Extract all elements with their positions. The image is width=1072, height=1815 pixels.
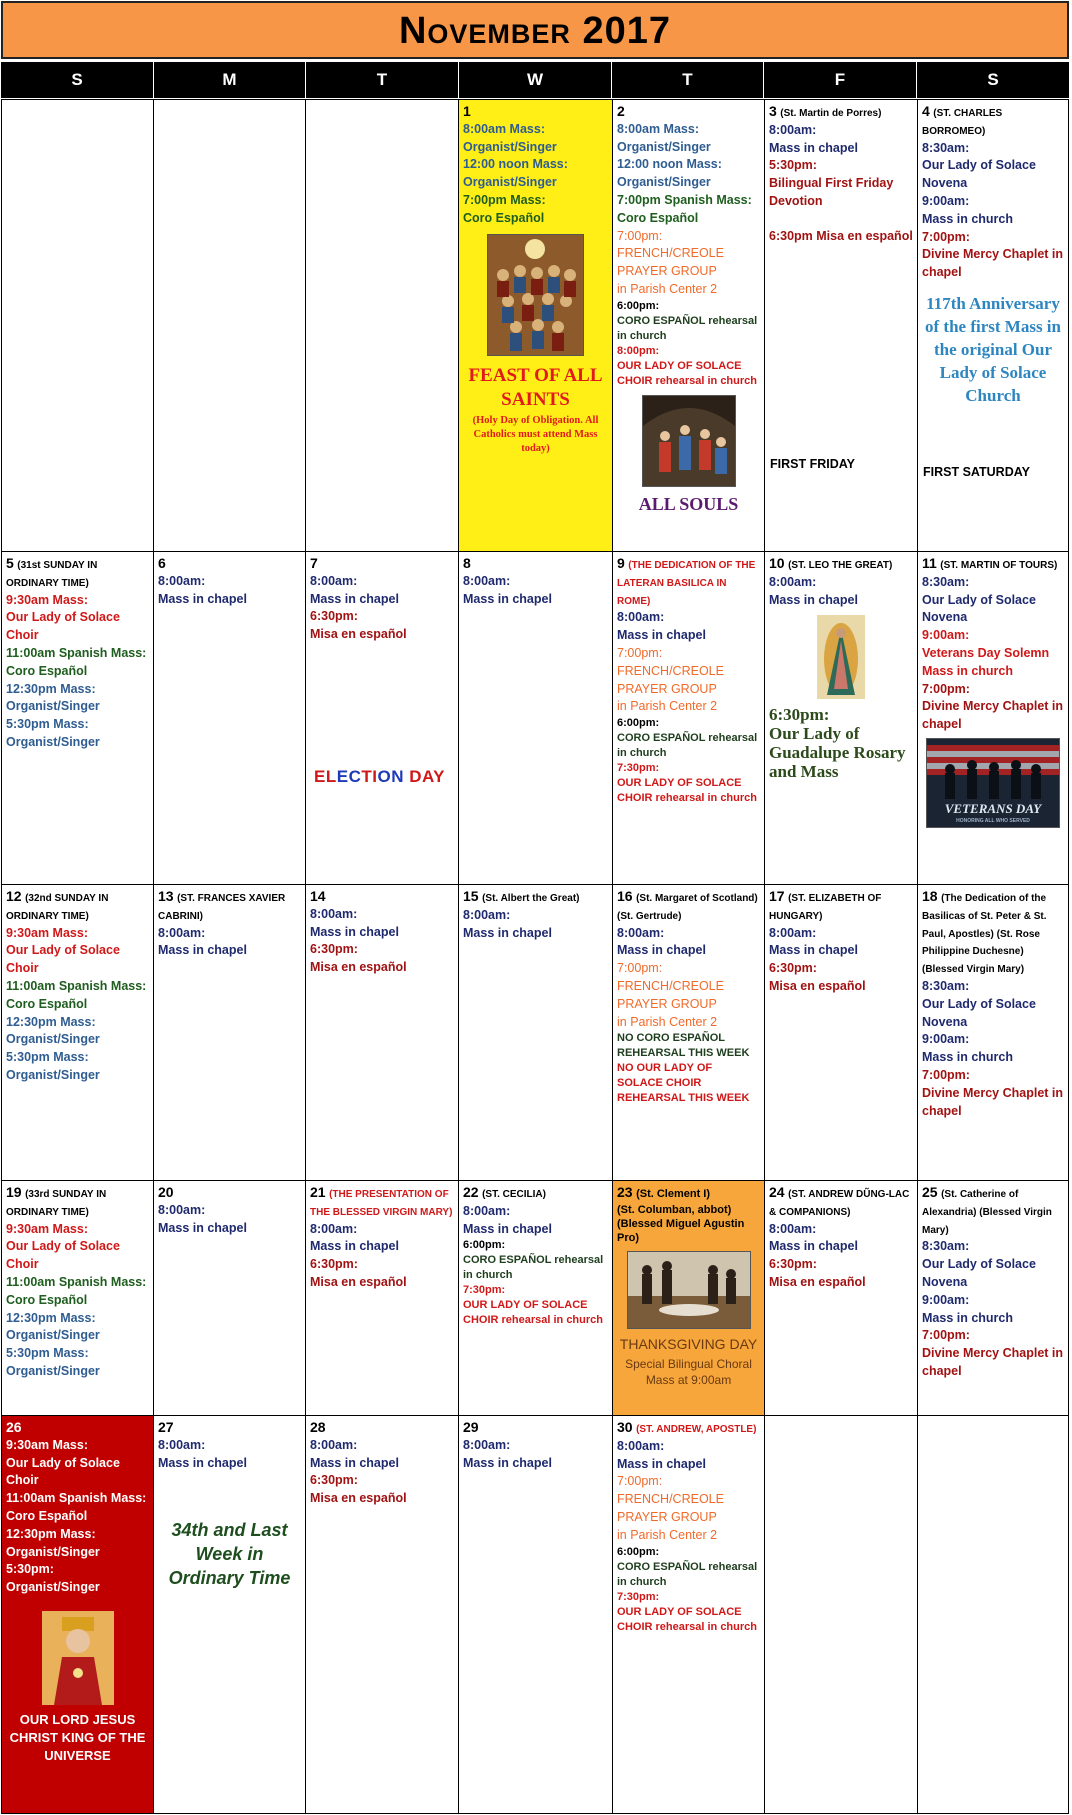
event-time: 7:00pm: — [617, 228, 663, 243]
dow-wed: W — [459, 62, 611, 98]
event-desc: Coro Español — [6, 663, 88, 678]
day-number: 29 — [463, 1419, 479, 1435]
day-15 — [458, 884, 613, 1181]
event-time: 8:00am: — [158, 1437, 206, 1452]
event-desc: Organist/Singer — [617, 139, 711, 154]
event-time: 8:00am: — [158, 925, 206, 940]
event-desc: Organist/Singer — [617, 175, 711, 190]
event-time: 8:00am: — [463, 907, 511, 922]
day-25 — [917, 1180, 1069, 1416]
event-desc: Mass in chapel — [769, 592, 858, 607]
event-time: 9:30am Mass: — [6, 592, 88, 607]
day-3 — [764, 99, 918, 552]
day-20 — [153, 1180, 306, 1416]
event-time: 7:30pm: — [463, 1284, 506, 1297]
event-desc: Our Lady of Solace Novena — [922, 1257, 1036, 1289]
saint-name: (33rd SUNDAY IN ORDINARY TIME) — [6, 1189, 107, 1218]
all-souls-caption: ALL SOULS — [638, 493, 739, 514]
day-24 — [764, 1180, 918, 1416]
day-number: 11 — [922, 555, 937, 571]
day-number: 5 — [6, 555, 14, 571]
event-time: 9:30am Mass: — [6, 925, 88, 940]
event-desc: in Parish Center 2 — [617, 1014, 718, 1029]
event-time: 7:30pm: — [617, 762, 660, 775]
event-time: 6:30pm: — [310, 1473, 358, 1488]
event-desc: Mass in chapel — [158, 591, 247, 606]
day-12 — [1, 884, 154, 1181]
all-saints-image — [487, 234, 584, 356]
day-26 — [1, 1415, 154, 1814]
anniversary-note: 117th Anniversary of the first Mass in the original Our Lady of Solace Church — [925, 293, 1061, 405]
event-desc: Our Lady of Solace Choir — [6, 1455, 120, 1488]
event-desc: Organist/Singer — [463, 175, 557, 190]
day-1 — [458, 99, 613, 552]
day-empty — [1, 99, 154, 552]
event-desc: Mass in chapel — [463, 925, 552, 940]
day-8 — [458, 551, 613, 885]
event-desc: Mass in chapel — [158, 943, 247, 958]
day-number: 22 — [463, 1184, 479, 1200]
guadalupe-time: 6:30pm: — [769, 705, 830, 725]
event-desc: Our Lady of Solace Novena — [922, 158, 1036, 191]
event-time: 8:00am: — [769, 122, 817, 137]
saint-name: (ST. ANDREW, APOSTLE) — [636, 1424, 757, 1435]
event-time: 5:30pm Mass: — [6, 1050, 89, 1065]
event-desc: Mass in chapel — [310, 591, 399, 606]
day-number: 13 — [158, 888, 174, 904]
event-time: 7:00pm: — [922, 229, 970, 244]
day-number: 26 — [6, 1419, 22, 1435]
day-10 — [764, 551, 918, 885]
event-time: 6:00pm: — [463, 1239, 506, 1252]
guadalupe-image — [817, 615, 865, 699]
event-time: 6:30pm: — [310, 609, 358, 624]
event-time: 7:00pm Mass: — [463, 192, 546, 207]
event-time: 7:00pm Spanish Mass: — [617, 192, 752, 207]
day-30 — [612, 1415, 765, 1814]
day-number: 17 — [769, 888, 785, 904]
event-desc: Mass in chapel — [617, 628, 706, 643]
event-desc: Bilingual First Friday Devotion — [769, 176, 894, 208]
event-desc: Misa en español — [310, 1274, 407, 1289]
day-22 — [458, 1180, 613, 1416]
event-time: 5:30pm Mass: — [6, 1346, 89, 1361]
event-desc: Mass in chapel — [463, 1221, 552, 1236]
event-desc: OUR LADY OF SOLACE CHOIR rehearsal in church — [617, 1605, 757, 1633]
event-time: 6:30pm: — [769, 1257, 817, 1272]
day-number: 19 — [6, 1184, 22, 1200]
event-time: 8:00am Mass: — [617, 121, 699, 136]
dow-mon: M — [154, 62, 305, 98]
day-7 — [305, 551, 459, 885]
dow-thu: T — [612, 62, 763, 98]
day-number: 20 — [158, 1184, 174, 1200]
day-number: 18 — [922, 888, 938, 904]
saint-name: (St. Catherine of Alexandria) (Blessed Virgin Mary) — [922, 1189, 1052, 1236]
event-desc: Mass in chapel — [463, 1455, 552, 1470]
saint-name: (THE PRESENTATION OF THE BLESSED VIRGIN MARY) — [310, 1189, 453, 1218]
day-number: 8 — [463, 555, 471, 571]
event-time: 12:00 noon Mass: — [463, 157, 568, 172]
event-time: 8:00am: — [158, 573, 206, 588]
day-23 — [612, 1180, 765, 1416]
event-time: 8:30am: — [922, 574, 970, 589]
event-desc: Organist/Singer — [6, 1544, 100, 1559]
event-time: 7:30pm: — [617, 1590, 660, 1603]
event-desc: CORO ESPAÑOL rehearsal in church — [463, 1254, 604, 1282]
event-time: 8:00am: — [158, 1202, 206, 1217]
day-number: 23 — [617, 1184, 633, 1200]
event-time: 8:00am: — [463, 573, 511, 588]
event-desc: Mass in chapel — [310, 1455, 399, 1470]
event-desc: Divine Mercy Chaplet in chapel — [922, 699, 1064, 732]
day-number: 9 — [617, 555, 625, 571]
event-desc: Mass in chapel — [617, 1456, 706, 1471]
event-desc: Mass in chapel — [617, 943, 706, 958]
saint-name: (St. Clement I) — [636, 1188, 711, 1200]
event-desc: Mass in church — [922, 211, 1013, 226]
election-part: EL — [314, 767, 337, 786]
day-5 — [1, 551, 154, 885]
event-desc: Organist/Singer — [6, 1328, 100, 1343]
feast-note: (Holy Day of Obligation. All Catholics must attend Mass today) — [472, 414, 599, 454]
event-time: 7:00pm: — [617, 645, 663, 660]
event-desc: Mass in chapel — [158, 1455, 247, 1470]
event-time: 6:30pm: — [769, 961, 817, 976]
saint-name: (St. Columban, abbot) (Blessed Miguel Agustin Pro) — [617, 1203, 745, 1244]
event-desc: Divine Mercy Chaplet in chapel — [922, 1346, 1064, 1378]
day-2 — [612, 99, 765, 552]
saint-name: (ST. ELIZABETH OF HUNGARY) — [769, 893, 882, 922]
event-desc: NO OUR LADY OF SOLACE CHOIR REHEARSAL THIS WEEK — [617, 1062, 750, 1105]
saint-name: (The Dedication of the Basilicas of St. Peter & St. Paul, Apostles) (St. Rose Philippine Duchesne) (Blessed Virgin Mary) — [922, 893, 1047, 976]
event-time: 8:00am: — [769, 1221, 817, 1236]
event-time: 8:00am Mass: — [463, 121, 545, 136]
day-18 — [917, 884, 1069, 1181]
day-number: 24 — [769, 1184, 785, 1200]
event-time: 9:00am: — [922, 1292, 970, 1307]
event-time: 12:30pm Mass: — [6, 681, 96, 696]
event-time: 11:00am Spanish Mass: — [6, 645, 147, 660]
event-desc: FRENCH/CREOLE PRAYER GROUP — [617, 663, 724, 696]
event-time: 7:00pm: — [922, 681, 970, 696]
day-number: 10 — [769, 555, 785, 571]
event-time: 8:00am: — [310, 1437, 358, 1452]
day-6 — [153, 551, 306, 885]
event-desc: Coro Español — [6, 996, 88, 1011]
event-time: 8:30am: — [922, 140, 970, 155]
event-time: 6:00pm: — [617, 299, 660, 312]
event-time: 8:00am: — [310, 906, 358, 921]
event-desc: FRENCH/CREOLE PRAYER GROUP — [617, 246, 724, 279]
event-time: 11:00am Spanish Mass: — [6, 1274, 147, 1289]
day-empty — [764, 1415, 918, 1814]
saint-name: (31st SUNDAY IN ORDINARY TIME) — [6, 560, 98, 589]
veterans-day-image — [926, 738, 1060, 828]
event-desc: Coro Español — [617, 210, 699, 225]
event-desc: Our Lady of Solace Novena — [922, 592, 1036, 625]
day-27 — [153, 1415, 306, 1814]
event-time: 12:30pm Mass: — [6, 1014, 96, 1029]
day-empty — [917, 1415, 1069, 1814]
event-time: 7:00pm: — [617, 1474, 663, 1489]
thanksgiving-mass: Special Bilingual Choral Mass at 9:00am — [625, 1356, 752, 1387]
event-time: 9:00am: — [922, 193, 970, 208]
ordinary-time-note: 34th and Last Week in Ordinary Time — [168, 1520, 291, 1589]
event-desc: Our Lady of Solace Choir — [6, 610, 120, 643]
event-desc: Misa en español — [310, 960, 407, 975]
event-time: 12:30pm Mass: — [6, 1310, 96, 1325]
event-time: 5:30pm Mass: — [6, 717, 89, 732]
event-desc: Our Lady of Solace Novena — [922, 996, 1036, 1029]
veterans-banner-text: VETERANS DAY — [944, 800, 1042, 816]
event-desc: Our Lady of Solace Choir — [6, 1239, 120, 1272]
election-part: EC — [336, 767, 362, 786]
first-friday-label: FIRST FRIDAY — [770, 457, 855, 471]
event-time: 8:00am: — [310, 573, 358, 588]
event-time: 9:30am Mass: — [6, 1221, 88, 1236]
event-time: 6:30pm: — [310, 942, 358, 957]
day-empty — [305, 99, 459, 552]
event-desc: Coro Español — [6, 1508, 88, 1523]
all-souls-image — [642, 395, 736, 487]
event-desc: Mass in chapel — [310, 1239, 399, 1254]
event-desc: Mass in church — [922, 1310, 1013, 1325]
day-number: 2 — [617, 103, 625, 119]
event-time: 8:00am: — [617, 925, 665, 940]
event-time: 5:30pm: — [769, 158, 817, 173]
day-number: 4 — [922, 103, 930, 119]
day-number: 27 — [158, 1419, 174, 1435]
event-desc: Mass in church — [922, 1050, 1013, 1065]
day-number: 6 — [158, 555, 166, 571]
saint-name: (ST. CECILIA) — [482, 1189, 546, 1200]
election-part: DAY — [403, 767, 446, 786]
event-desc: Organist/Singer — [6, 734, 100, 749]
event-desc: Misa en español — [310, 1491, 407, 1506]
event-desc: CORO ESPAÑOL rehearsal in church — [617, 732, 758, 760]
event-desc: in Parish Center 2 — [617, 699, 718, 714]
saint-name: (ST. CHARLES BORROMEO) — [922, 108, 1003, 137]
event-time: 8:00am: — [617, 1438, 665, 1453]
event-time: 8:00am: — [463, 1437, 511, 1452]
event-desc: Misa en español — [769, 1274, 866, 1289]
event-desc: CORO ESPAÑOL rehearsal in church — [617, 1560, 758, 1588]
event-desc: OUR LADY OF SOLACE CHOIR rehearsal in church — [617, 359, 757, 387]
saint-name: (St. Margaret of Scotland) (St. Gertrude) — [617, 893, 758, 922]
event-desc: FRENCH/CREOLE PRAYER GROUP — [617, 1492, 724, 1524]
event-time: 8:00am: — [310, 1221, 358, 1236]
event-time: 11:00am Spanish Mass: — [6, 978, 147, 993]
event-desc: Mass in chapel — [769, 943, 858, 958]
day-number: 16 — [617, 888, 633, 904]
saint-name: (32nd SUNDAY IN ORDINARY TIME) — [6, 893, 109, 922]
event-desc: Divine Mercy Chaplet in chapel — [922, 247, 1064, 280]
event-time: 9:30am Mass: — [6, 1437, 88, 1452]
event-desc: Organist/Singer — [6, 1032, 100, 1047]
event-time: 12:00 noon Mass: — [617, 157, 722, 172]
event-desc: Coro Español — [6, 1292, 88, 1307]
saint-name: (THE DEDICATION OF THE LATERAN BASILICA IN ROME) — [617, 560, 756, 607]
event-desc: in Parish Center 2 — [617, 1527, 718, 1542]
event-time: 8:00pm: — [617, 344, 660, 357]
event-time: 8:00am: — [769, 574, 817, 589]
election-part: TI — [361, 767, 378, 786]
event-time: 9:00am: — [922, 628, 970, 643]
event-time: 8:30am: — [922, 978, 970, 993]
event-desc: in Parish Center 2 — [617, 281, 718, 296]
day-19 — [1, 1180, 154, 1416]
day-4 — [917, 99, 1069, 552]
day-number: 15 — [463, 888, 479, 904]
day-number: 12 — [6, 888, 22, 904]
first-saturday-label: FIRST SATURDAY — [923, 465, 1030, 479]
event-desc: Misa en español — [310, 627, 407, 642]
event-desc: FRENCH/CREOLE PRAYER GROUP — [617, 978, 724, 1011]
event-desc: Divine Mercy Chaplet in chapel — [922, 1085, 1064, 1118]
saint-name: (ST. FRANCES XAVIER CABRINI) — [158, 893, 286, 922]
event-desc: Organist/Singer — [6, 1067, 100, 1082]
event-time: 7:00pm: — [617, 961, 663, 976]
calendar-title: November 2017 — [1, 1, 1069, 59]
day-number: 25 — [922, 1184, 938, 1200]
event-time: 8:00am: — [463, 1203, 511, 1218]
dow-sun: S — [1, 62, 153, 98]
event-time: 8:00am: — [617, 610, 665, 625]
event-desc: Mass in chapel — [769, 140, 858, 155]
event-desc: Our Lady of Solace Choir — [6, 943, 120, 976]
day-29 — [458, 1415, 613, 1814]
day-11 — [917, 551, 1069, 885]
event-desc: Organist/Singer — [6, 1363, 100, 1378]
event-desc: Mass in chapel — [158, 1220, 247, 1235]
day-21 — [305, 1180, 459, 1416]
event-desc: Mass in chapel — [769, 1239, 858, 1254]
saint-name: (ST. LEO THE GREAT) — [788, 560, 893, 571]
election-day-label — [314, 768, 445, 786]
event-desc: Veterans Day Solemn Mass in church — [922, 645, 1050, 678]
day-empty — [153, 99, 306, 552]
event-time: 12:30pm Mass: — [6, 1526, 96, 1541]
event-desc: OUR LADY OF SOLACE CHOIR rehearsal in church — [463, 1299, 603, 1327]
thanksgiving-title: THANKSGIVING DAY — [619, 1335, 758, 1352]
event-desc: Organist/Singer — [463, 139, 557, 154]
day-28 — [305, 1415, 459, 1814]
saint-name: (ST. MARTIN OF TOURS) — [940, 560, 1058, 571]
day-9 — [612, 551, 765, 885]
day-number: 21 — [310, 1184, 326, 1200]
saint-name: (ST. ANDREW DŨNG-LAC & COMPANIONS) — [769, 1189, 910, 1218]
event-time: 8:00am: — [769, 925, 817, 940]
dow-fri: F — [764, 62, 916, 98]
event-desc: CORO ESPAÑOL rehearsal in church — [617, 314, 758, 342]
christ-the-king-image — [42, 1611, 114, 1705]
day-number: 28 — [310, 1419, 326, 1435]
event-time: 6:00pm: — [617, 717, 660, 730]
event-desc: NO CORO ESPAÑOL REHEARSAL THIS WEEK — [617, 1032, 750, 1060]
thanksgiving-image — [627, 1251, 751, 1329]
day-14 — [305, 884, 459, 1181]
event-time: 6:30pm: — [310, 1257, 358, 1272]
day-number: 1 — [463, 103, 471, 119]
event-time: 7:00pm: — [922, 1328, 970, 1343]
event-time: 8:30am: — [922, 1239, 970, 1254]
feast-title: FEAST OF ALL SAINTS — [468, 364, 603, 410]
election-part: ON — [377, 767, 404, 786]
christ-the-king-caption: OUR LORD JESUS CHRIST KING OF THE UNIVERSE — [9, 1711, 146, 1763]
event-desc: Organist/Singer — [6, 699, 100, 714]
event-time: 9:00am: — [922, 1032, 970, 1047]
event-desc: Mass in chapel — [310, 924, 399, 939]
event-desc: OUR LADY OF SOLACE CHOIR rehearsal in church — [617, 777, 757, 805]
saint-name: (St. Albert the Great) — [482, 893, 580, 904]
day-17 — [764, 884, 918, 1181]
event-time: 6:00pm: — [617, 1545, 660, 1558]
guadalupe-event: Our Lady of Guadalupe Rosary and Mass — [769, 724, 906, 782]
day-number: 3 — [769, 103, 777, 119]
day-number: 14 — [310, 888, 326, 904]
day-16 — [612, 884, 765, 1181]
event-desc: Misa en español — [769, 978, 866, 993]
event-desc: Mass in chapel — [463, 591, 552, 606]
event-desc: Organist/Singer — [6, 1580, 100, 1595]
dow-sat: S — [917, 62, 1069, 98]
saint-name: (St. Martin de Porres) — [780, 108, 882, 119]
dow-tue: T — [306, 62, 458, 98]
event-time: 7:00pm: — [922, 1067, 970, 1082]
day-13 — [153, 884, 306, 1181]
event-time: 11:00am Spanish Mass: — [6, 1491, 147, 1506]
day-number: 30 — [617, 1419, 633, 1435]
day-number: 7 — [310, 555, 318, 571]
event-desc: Coro Español — [463, 210, 545, 225]
event-time: 5:30pm: — [6, 1562, 54, 1577]
event-desc: 6:30pm Misa en español — [769, 228, 913, 243]
veterans-banner-sub: HONORING ALL WHO SERVED — [956, 817, 1030, 824]
